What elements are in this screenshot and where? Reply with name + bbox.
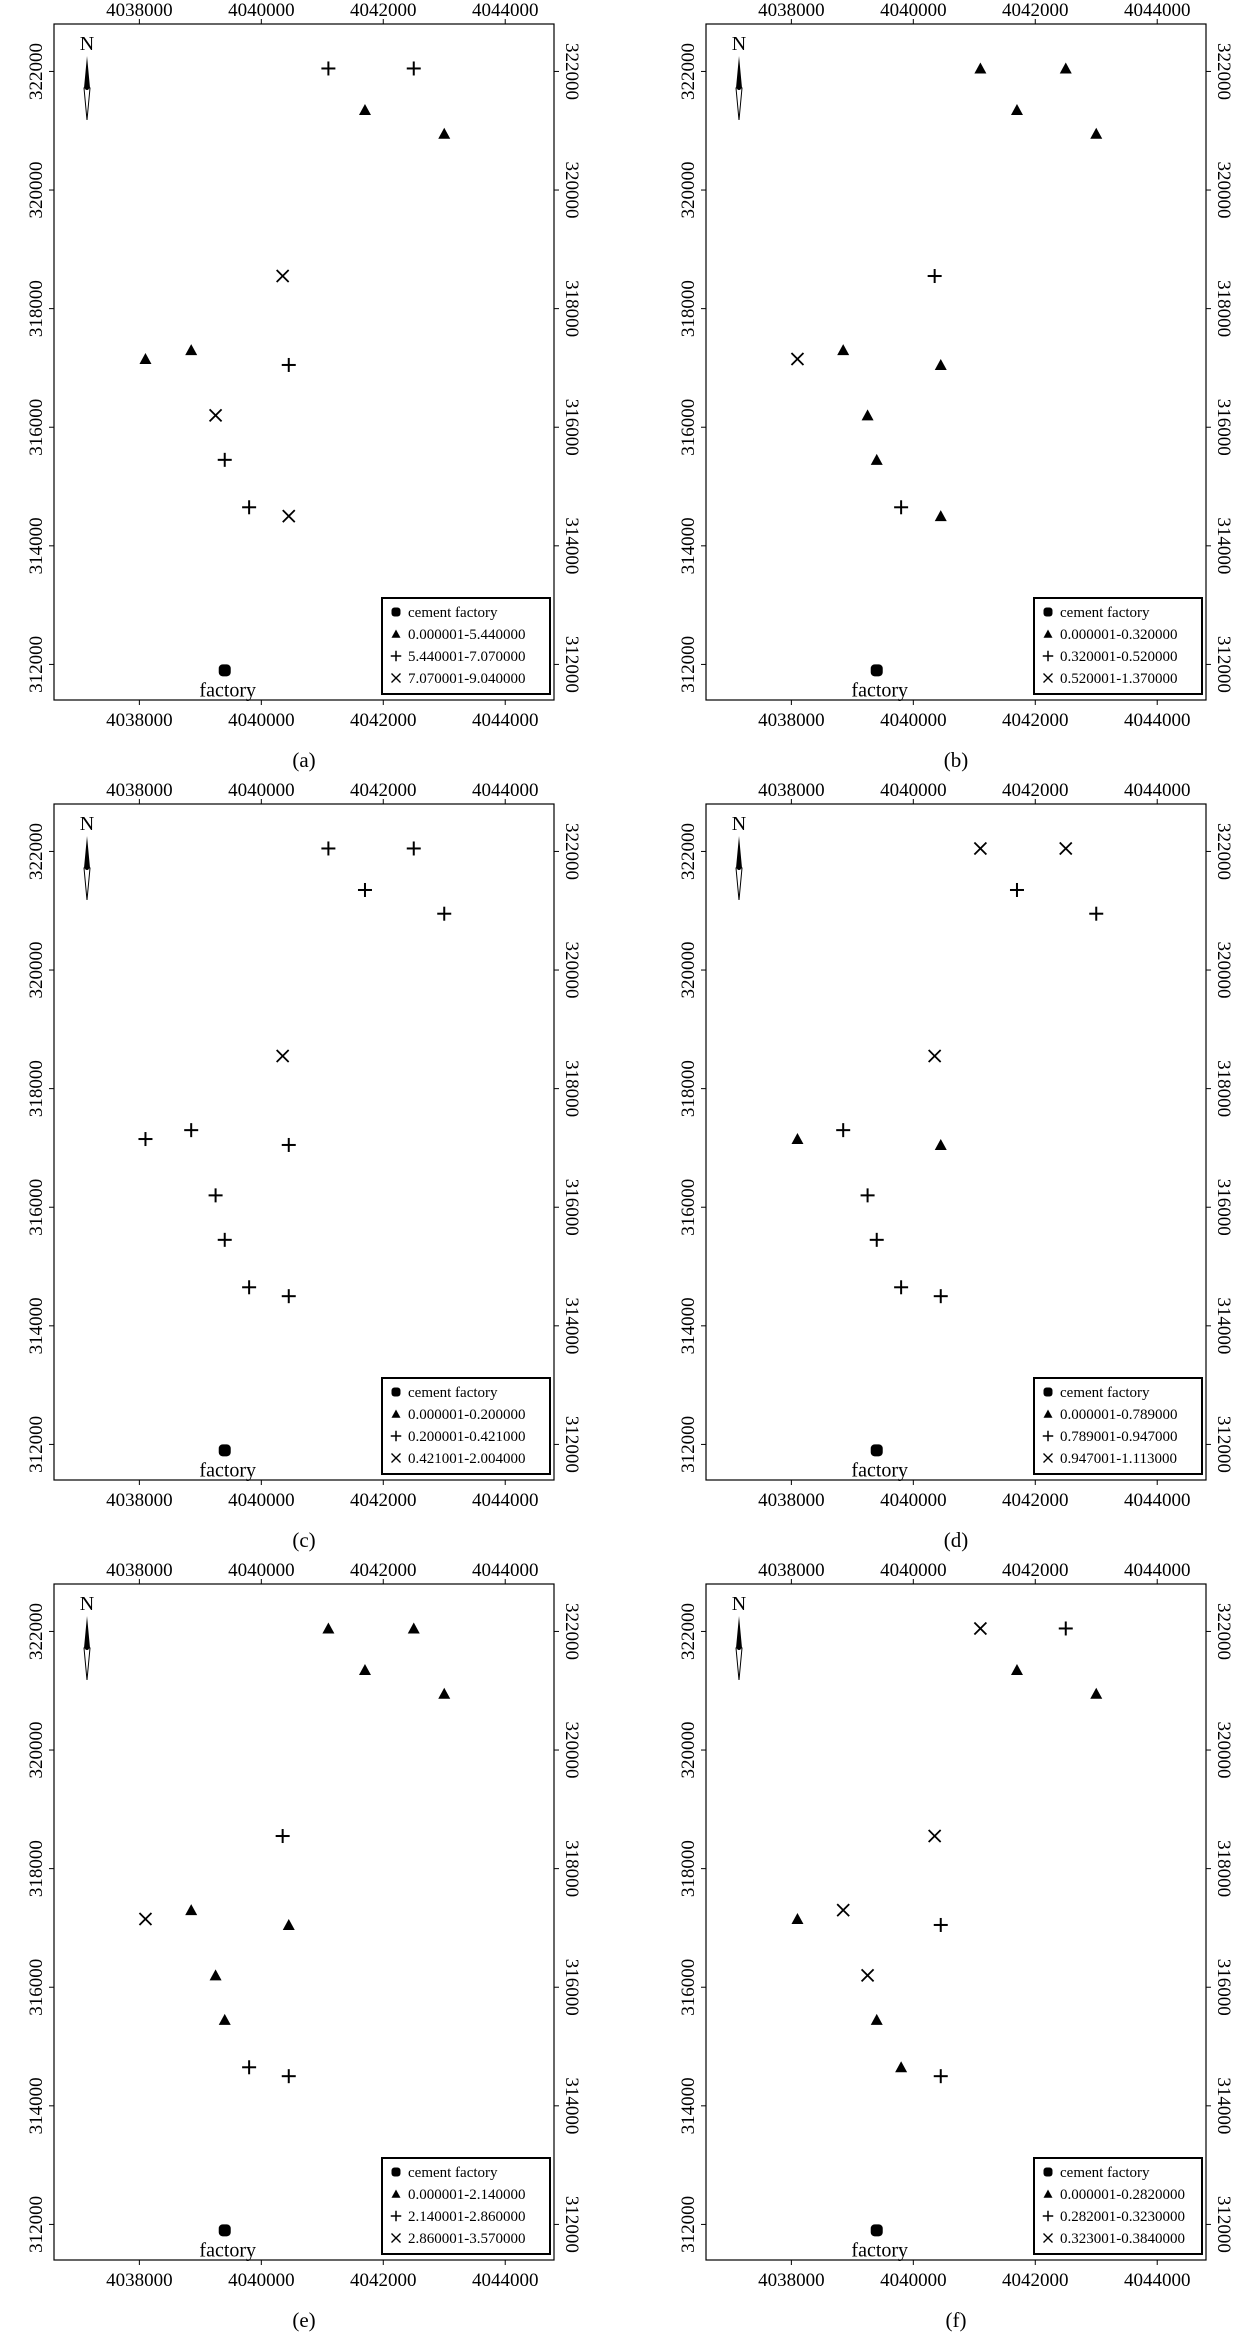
sampling-site-triangle-icon: [322, 1622, 334, 1633]
legend-entry-label: 0.520001-1.370000: [1060, 671, 1178, 687]
panel-caption: (e): [292, 2308, 316, 2332]
legend-entry-label: 0.320001-0.520000: [1060, 649, 1178, 665]
sampling-site-triangle-icon: [438, 128, 450, 139]
sampling-site-triangle-icon: [895, 2061, 907, 2072]
y-tick-label-right: 314000: [561, 2077, 582, 2135]
y-tick-label-left: 312000: [678, 635, 699, 693]
y-tick-label-right: 320000: [561, 1721, 582, 1779]
north-arrow-icon: [84, 836, 90, 900]
sampling-site-triangle-icon: [791, 1913, 803, 1924]
sampling-site-plus-icon: [934, 1289, 948, 1303]
sampling-site-plus-icon: [1010, 883, 1024, 897]
sampling-site-triangle-icon: [219, 2014, 231, 2025]
y-tick-label-left: 312000: [26, 635, 47, 693]
x-tick-label-bottom: 4040000: [880, 710, 947, 731]
map-panel-svg: [0, 0, 599, 780]
cement-factory-icon: [871, 1444, 883, 1456]
sampling-site-triangle-icon: [283, 1919, 295, 1930]
north-label: N: [731, 1593, 747, 1615]
x-tick-label-top: 4044000: [1123, 0, 1191, 21]
y-tick-label-right: 320000: [1213, 161, 1234, 219]
y-tick-label-right: 316000: [561, 1178, 582, 1236]
y-tick-label-right: 312000: [1213, 635, 1234, 693]
sampling-site-triangle-icon: [359, 1664, 371, 1675]
factory-label: factory: [851, 679, 909, 702]
map-panel-e: [0, 1560, 599, 2340]
sampling-site-plus-icon: [321, 841, 335, 855]
legend-entry-label: 0.947001-1.113000: [1060, 1451, 1177, 1467]
legend-factory-icon: [1044, 2168, 1053, 2177]
legend-factory-icon: [392, 2168, 401, 2177]
x-tick-label-bottom: 4044000: [471, 1490, 539, 1511]
y-tick-label-right: 322000: [561, 1602, 582, 1660]
x-tick-label-top: 4040000: [880, 1560, 947, 1581]
x-tick-label-bottom: 4040000: [228, 710, 295, 731]
sampling-site-cross-icon: [139, 1913, 151, 1925]
sampling-site-plus-icon: [218, 1233, 232, 1247]
y-tick-label-right: 320000: [1213, 1721, 1234, 1779]
sampling-site-plus-icon: [184, 1123, 198, 1137]
sampling-site-triangle-icon: [935, 1139, 947, 1150]
legend-factory-icon: [392, 1388, 401, 1397]
x-tick-label-bottom: 4042000: [350, 1490, 417, 1511]
cement-factory-icon: [219, 2224, 231, 2236]
x-tick-label-bottom: 4044000: [471, 710, 539, 731]
legend: [1034, 2158, 1202, 2254]
map-panel-svg: [652, 0, 1251, 780]
north-arrow-icon: [736, 1616, 742, 1680]
legend-entry-label: 2.860001-3.570000: [408, 2231, 526, 2247]
sampling-site-plus-icon: [894, 1280, 908, 1294]
sampling-site-plus-icon: [407, 61, 421, 75]
y-tick-label-left: 322000: [678, 42, 699, 100]
sampling-site-plus-icon: [282, 1289, 296, 1303]
sampling-site-cross-icon: [837, 1904, 849, 1916]
sampling-site-cross-icon: [277, 1050, 289, 1062]
y-tick-label-left: 318000: [26, 1840, 47, 1898]
sampling-site-plus-icon: [276, 1829, 290, 1843]
sampling-site-triangle-icon: [438, 1688, 450, 1699]
north-arrow-icon: [84, 56, 90, 120]
sampling-site-triangle-icon: [1011, 1664, 1023, 1675]
sampling-site-cross-icon: [791, 353, 803, 365]
legend-entry-label: 0.000001-0.789000: [1060, 1407, 1178, 1423]
sampling-site-plus-icon: [242, 500, 256, 514]
north-arrow-icon: [736, 56, 742, 120]
y-tick-label-left: 320000: [678, 941, 699, 999]
sampling-site-triangle-icon: [935, 359, 947, 370]
x-tick-label-top: 4040000: [880, 780, 947, 801]
x-tick-label-top: 4042000: [350, 1560, 417, 1581]
legend-entry-label: cement factory: [408, 1385, 498, 1401]
panel-caption: (c): [292, 1528, 316, 1552]
y-tick-label-left: 318000: [678, 1840, 699, 1898]
y-tick-label-right: 318000: [1213, 280, 1234, 338]
x-tick-label-top: 4042000: [1002, 0, 1069, 21]
sampling-site-plus-icon: [437, 907, 451, 921]
sampling-site-triangle-icon: [185, 344, 197, 355]
y-tick-label-right: 316000: [1213, 398, 1234, 456]
y-tick-label-right: 320000: [561, 941, 582, 999]
legend-entry-label: cement factory: [1060, 2165, 1150, 2181]
map-panel-a: [0, 0, 599, 780]
y-tick-label-right: 320000: [1213, 941, 1234, 999]
y-tick-label-right: 312000: [561, 1415, 582, 1473]
y-tick-label-right: 316000: [561, 398, 582, 456]
x-tick-label-bottom: 4038000: [758, 1490, 825, 1511]
y-tick-label-right: 316000: [1213, 1178, 1234, 1236]
legend: [1034, 598, 1202, 694]
factory-label: factory: [199, 1459, 257, 1482]
x-tick-label-top: 4042000: [350, 0, 417, 21]
x-tick-label-bottom: 4044000: [1123, 710, 1191, 731]
legend-entry-label: 0.000001-0.200000: [408, 1407, 526, 1423]
x-tick-label-top: 4042000: [1002, 780, 1069, 801]
legend-entry-label: 0.200001-0.421000: [408, 1429, 526, 1445]
sampling-site-plus-icon: [209, 1188, 223, 1202]
legend-entry-label: 0.000001-2.140000: [408, 2187, 526, 2203]
y-tick-label-left: 320000: [26, 941, 47, 999]
map-panel-c: [0, 780, 599, 1560]
legend-entry-label: cement factory: [408, 2165, 498, 2181]
y-tick-label-right: 314000: [1213, 1297, 1234, 1355]
y-tick-label-left: 316000: [678, 1958, 699, 2016]
sampling-site-plus-icon: [870, 1233, 884, 1247]
x-tick-label-bottom: 4038000: [106, 710, 173, 731]
factory-label: factory: [851, 2239, 909, 2262]
y-tick-label-left: 312000: [26, 1415, 47, 1473]
north-arrow-icon: [736, 836, 742, 900]
y-tick-label-left: 322000: [678, 1602, 699, 1660]
x-tick-label-bottom: 4042000: [1002, 1490, 1069, 1511]
sampling-site-triangle-icon: [871, 454, 883, 465]
x-tick-label-bottom: 4038000: [106, 2270, 173, 2291]
sampling-site-triangle-icon: [359, 104, 371, 115]
x-tick-label-bottom: 4044000: [471, 2270, 539, 2291]
map-panel-svg: [0, 780, 599, 1560]
y-tick-label-right: 314000: [561, 1297, 582, 1355]
x-tick-label-bottom: 4040000: [228, 2270, 295, 2291]
legend-entry-label: 0.789001-0.947000: [1060, 1429, 1178, 1445]
sampling-site-triangle-icon: [862, 409, 874, 420]
cement-factory-icon: [219, 664, 231, 676]
y-tick-label-left: 320000: [26, 1721, 47, 1779]
sampling-site-plus-icon: [934, 2069, 948, 2083]
y-tick-label-left: 322000: [26, 42, 47, 100]
x-tick-label-top: 4040000: [228, 780, 295, 801]
y-tick-label-left: 318000: [26, 280, 47, 338]
y-tick-label-right: 316000: [1213, 1958, 1234, 2016]
sampling-site-cross-icon: [210, 409, 222, 421]
factory-label: factory: [851, 1459, 909, 1482]
legend-factory-icon: [392, 608, 401, 617]
sampling-site-plus-icon: [242, 2060, 256, 2074]
y-tick-label-right: 322000: [1213, 42, 1234, 100]
sampling-site-cross-icon: [929, 1830, 941, 1842]
y-tick-label-left: 312000: [678, 1415, 699, 1473]
x-tick-label-top: 4038000: [106, 0, 173, 21]
north-label: N: [79, 1593, 95, 1615]
x-tick-label-top: 4038000: [106, 780, 173, 801]
sampling-site-triangle-icon: [1060, 62, 1072, 73]
x-tick-label-top: 4044000: [471, 1560, 539, 1581]
x-tick-label-bottom: 4044000: [1123, 2270, 1191, 2291]
legend-entry-label: cement factory: [1060, 1385, 1150, 1401]
x-tick-label-top: 4044000: [1123, 1560, 1191, 1581]
y-tick-label-left: 314000: [678, 1297, 699, 1355]
sampling-site-plus-icon: [934, 1918, 948, 1932]
sampling-site-plus-icon: [928, 269, 942, 283]
y-tick-label-left: 322000: [26, 1602, 47, 1660]
sampling-site-cross-icon: [1060, 842, 1072, 854]
x-tick-label-bottom: 4042000: [350, 2270, 417, 2291]
y-tick-label-right: 322000: [1213, 822, 1234, 880]
y-tick-label-left: 312000: [678, 2195, 699, 2253]
sampling-site-plus-icon: [358, 883, 372, 897]
legend-entry-label: cement factory: [408, 605, 498, 621]
y-tick-label-left: 316000: [26, 1178, 47, 1236]
y-tick-label-left: 316000: [678, 1178, 699, 1236]
sampling-site-cross-icon: [929, 1050, 941, 1062]
y-tick-label-left: 312000: [26, 2195, 47, 2253]
x-tick-label-bottom: 4042000: [350, 710, 417, 731]
x-tick-label-top: 4040000: [228, 0, 295, 21]
factory-label: factory: [199, 2239, 257, 2262]
legend-entry-label: 0.282001-0.3230000: [1060, 2209, 1185, 2225]
x-tick-label-bottom: 4040000: [880, 2270, 947, 2291]
sampling-site-triangle-icon: [871, 2014, 883, 2025]
x-tick-label-top: 4042000: [1002, 1560, 1069, 1581]
x-tick-label-top: 4044000: [1123, 780, 1191, 801]
y-tick-label-right: 314000: [1213, 2077, 1234, 2135]
sampling-site-plus-icon: [1059, 1621, 1073, 1635]
y-tick-label-right: 316000: [561, 1958, 582, 2016]
cement-factory-icon: [871, 664, 883, 676]
y-tick-label-right: 318000: [561, 1840, 582, 1898]
north-label: N: [79, 813, 95, 835]
sampling-site-triangle-icon: [837, 344, 849, 355]
sampling-site-cross-icon: [862, 1969, 874, 1981]
sampling-site-cross-icon: [974, 1622, 986, 1634]
legend-entry-label: 0.000001-0.320000: [1060, 627, 1178, 643]
legend-entry-label: 0.000001-5.440000: [408, 627, 526, 643]
legend-entry-label: cement factory: [1060, 605, 1150, 621]
y-tick-label-right: 318000: [561, 1060, 582, 1118]
sampling-site-plus-icon: [861, 1188, 875, 1202]
north-arrow-icon: [84, 1616, 90, 1680]
y-tick-label-left: 320000: [678, 1721, 699, 1779]
x-tick-label-bottom: 4038000: [758, 710, 825, 731]
legend-factory-icon: [1044, 1388, 1053, 1397]
panel-caption: (b): [943, 748, 969, 772]
y-tick-label-right: 312000: [561, 635, 582, 693]
y-tick-label-right: 318000: [1213, 1840, 1234, 1898]
y-tick-label-left: 314000: [26, 1297, 47, 1355]
map-panel-svg: [652, 1560, 1251, 2340]
sampling-site-plus-icon: [894, 500, 908, 514]
panel-caption: (a): [292, 748, 316, 772]
north-label: N: [731, 813, 747, 835]
sampling-site-triangle-icon: [935, 510, 947, 521]
x-tick-label-top: 4040000: [880, 0, 947, 21]
y-tick-label-left: 316000: [678, 398, 699, 456]
x-tick-label-top: 4044000: [471, 780, 539, 801]
sampling-site-plus-icon: [282, 1138, 296, 1152]
sampling-site-cross-icon: [277, 270, 289, 282]
y-tick-label-left: 314000: [678, 2077, 699, 2135]
sampling-site-plus-icon: [138, 1132, 152, 1146]
sampling-site-triangle-icon: [1090, 1688, 1102, 1699]
y-tick-label-left: 320000: [678, 161, 699, 219]
y-tick-label-left: 314000: [26, 517, 47, 575]
map-panel-svg: [652, 780, 1251, 1560]
cement-factory-icon: [219, 1444, 231, 1456]
legend-entry-label: 2.140001-2.860000: [408, 2209, 526, 2225]
y-tick-label-left: 316000: [26, 398, 47, 456]
map-panel-f: [652, 1560, 1251, 2340]
y-tick-label-right: 312000: [1213, 2195, 1234, 2253]
north-label: N: [79, 33, 95, 55]
x-tick-label-top: 4038000: [106, 1560, 173, 1581]
sampling-site-plus-icon: [321, 61, 335, 75]
map-panel-svg: [0, 1560, 599, 2340]
sampling-site-triangle-icon: [974, 62, 986, 73]
sampling-site-triangle-icon: [139, 353, 151, 364]
sampling-site-plus-icon: [282, 2069, 296, 2083]
sampling-site-plus-icon: [1089, 907, 1103, 921]
y-tick-label-right: 312000: [561, 2195, 582, 2253]
y-tick-label-right: 314000: [1213, 517, 1234, 575]
sampling-site-triangle-icon: [1011, 104, 1023, 115]
x-tick-label-bottom: 4042000: [1002, 710, 1069, 731]
x-tick-label-top: 4038000: [758, 780, 825, 801]
legend: [1034, 1378, 1202, 1474]
legend: [382, 2158, 550, 2254]
x-tick-label-bottom: 4042000: [1002, 2270, 1069, 2291]
sampling-site-triangle-icon: [1090, 128, 1102, 139]
sampling-site-plus-icon: [836, 1123, 850, 1137]
y-tick-label-right: 322000: [561, 822, 582, 880]
y-tick-label-left: 316000: [26, 1958, 47, 2016]
sampling-site-cross-icon: [283, 510, 295, 522]
sampling-site-triangle-icon: [185, 1904, 197, 1915]
y-tick-label-left: 318000: [678, 1060, 699, 1118]
sampling-site-triangle-icon: [408, 1622, 420, 1633]
x-tick-label-top: 4038000: [758, 0, 825, 21]
factory-label: factory: [199, 679, 257, 702]
legend-entry-label: 5.440001-7.070000: [408, 649, 526, 665]
sampling-site-plus-icon: [242, 1280, 256, 1294]
x-tick-label-top: 4040000: [228, 1560, 295, 1581]
map-panel-d: [652, 780, 1251, 1560]
y-tick-label-left: 314000: [26, 2077, 47, 2135]
legend: [382, 1378, 550, 1474]
sampling-site-plus-icon: [407, 841, 421, 855]
x-tick-label-top: 4044000: [471, 0, 539, 21]
y-tick-label-left: 322000: [678, 822, 699, 880]
panel-caption: (f): [945, 2308, 967, 2332]
x-tick-label-bottom: 4038000: [106, 1490, 173, 1511]
x-tick-label-bottom: 4044000: [1123, 1490, 1191, 1511]
legend-entry-label: 0.000001-0.2820000: [1060, 2187, 1185, 2203]
sampling-site-plus-icon: [282, 358, 296, 372]
y-tick-label-right: 314000: [561, 517, 582, 575]
legend-entry-label: 0.421001-2.004000: [408, 1451, 526, 1467]
y-tick-label-left: 318000: [678, 280, 699, 338]
panel-caption: (d): [943, 1528, 969, 1552]
x-tick-label-bottom: 4040000: [228, 1490, 295, 1511]
y-tick-label-right: 322000: [561, 42, 582, 100]
cement-factory-icon: [871, 2224, 883, 2236]
sampling-site-triangle-icon: [210, 1969, 222, 1980]
sampling-site-plus-icon: [218, 453, 232, 467]
sampling-site-triangle-icon: [791, 1133, 803, 1144]
legend-factory-icon: [1044, 608, 1053, 617]
y-tick-label-left: 314000: [678, 517, 699, 575]
x-tick-label-bottom: 4038000: [758, 2270, 825, 2291]
y-tick-label-right: 320000: [561, 161, 582, 219]
y-tick-label-left: 318000: [26, 1060, 47, 1118]
y-tick-label-right: 318000: [561, 280, 582, 338]
legend: [382, 598, 550, 694]
north-label: N: [731, 33, 747, 55]
y-tick-label-right: 318000: [1213, 1060, 1234, 1118]
sampling-site-cross-icon: [974, 842, 986, 854]
y-tick-label-left: 322000: [26, 822, 47, 880]
y-tick-label-right: 322000: [1213, 1602, 1234, 1660]
legend-entry-label: 7.070001-9.040000: [408, 671, 526, 687]
y-tick-label-left: 320000: [26, 161, 47, 219]
x-tick-label-top: 4038000: [758, 1560, 825, 1581]
y-tick-label-right: 312000: [1213, 1415, 1234, 1473]
map-panel-b: [652, 0, 1251, 780]
legend-entry-label: 0.323001-0.3840000: [1060, 2231, 1185, 2247]
x-tick-label-bottom: 4040000: [880, 1490, 947, 1511]
x-tick-label-top: 4042000: [350, 780, 417, 801]
